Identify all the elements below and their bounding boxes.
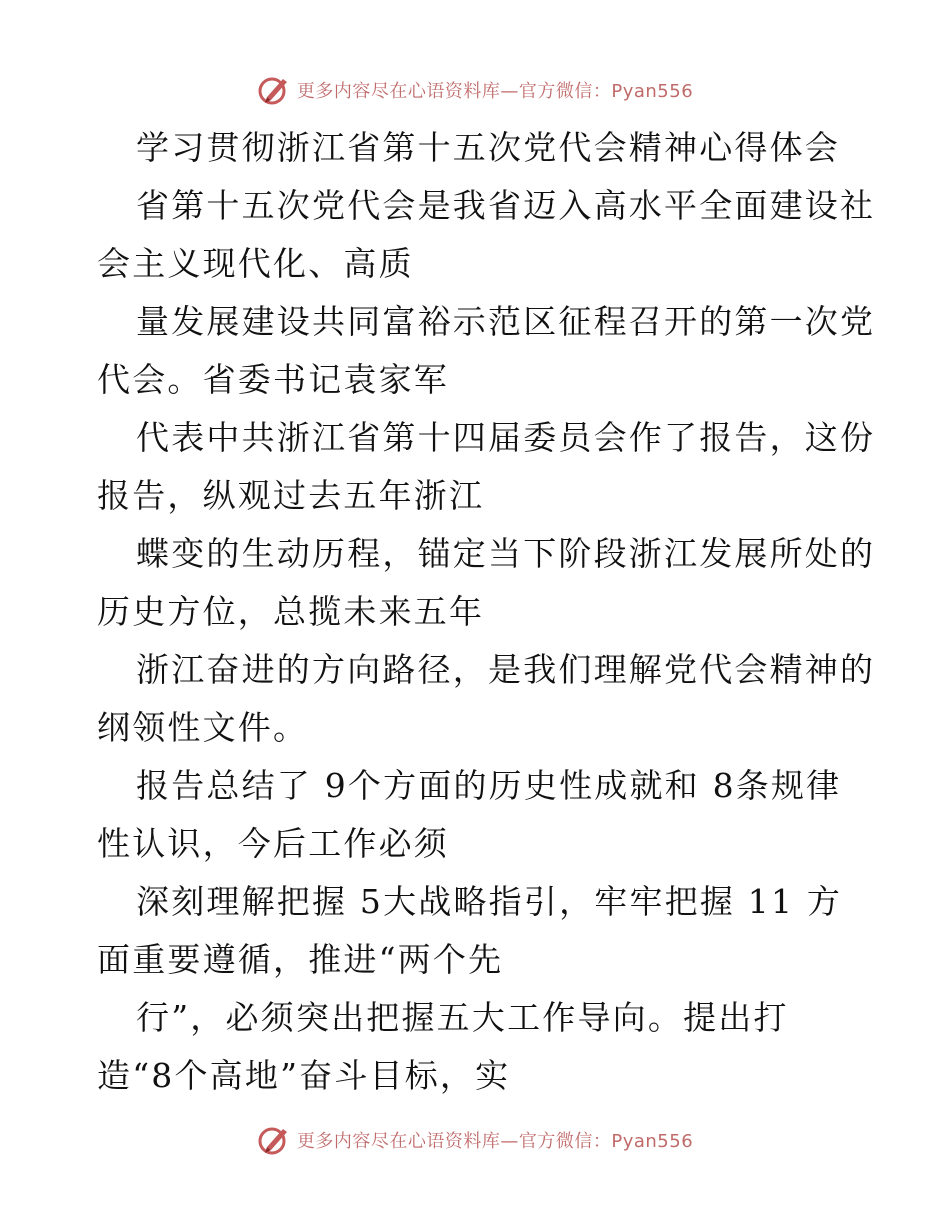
paragraph-line: 量发展建设共同富裕示范区征程召开的第一次党 — [136, 302, 876, 341]
paragraph-line: 省第十五次党代会是我省迈入高水平全面建设社 — [136, 186, 876, 225]
paragraph-line: 代会。省委书记袁家军 — [97, 360, 449, 399]
paragraph-line: 报告，纵观过去五年浙江 — [97, 476, 485, 515]
paragraph-line: 纲领性文件。 — [97, 708, 309, 747]
paragraph-line: 历史方位，总揽未来五年 — [97, 592, 485, 631]
paragraph-line: 深刻理解把握 5大战略指引，牢牢把握 11 方 — [136, 882, 843, 921]
watermark-text: 更多内容尽在心语资料库—官方微信：Pyan556 — [296, 81, 694, 102]
document-title: 学习贯彻浙江省第十五次党代会精神心得体会 — [136, 128, 840, 167]
pen-logo-icon — [257, 1123, 291, 1157]
paragraph-line: 面重要遵循，推进“两个先 — [97, 940, 504, 979]
paragraph-line: 行”，必须突出把握五大工作导向。提出打 — [136, 998, 789, 1037]
paragraph-line: 蝶变的生动历程，锚定当下阶段浙江发展所处的 — [136, 534, 876, 573]
paragraph-line: 报告总结了 9个方面的历史性成就和 8条规律 — [136, 766, 842, 805]
paragraph-line: 性认识，今后工作必须 — [97, 824, 449, 863]
footer-watermark — [0, 1120, 950, 1160]
watermark-text: 更多内容尽在心语资料库—官方微信：Pyan556 — [296, 1131, 694, 1152]
paragraph-line: 会主义现代化、高质 — [97, 244, 414, 283]
paragraph-line: 代表中共浙江省第十四届委员会作了报告，这份 — [136, 418, 876, 457]
paragraph-line: 浙江奋进的方向路径，是我们理解党代会精神的 — [136, 650, 876, 689]
paragraph-line: 造“8个高地”奋斗目标，实 — [97, 1056, 511, 1095]
